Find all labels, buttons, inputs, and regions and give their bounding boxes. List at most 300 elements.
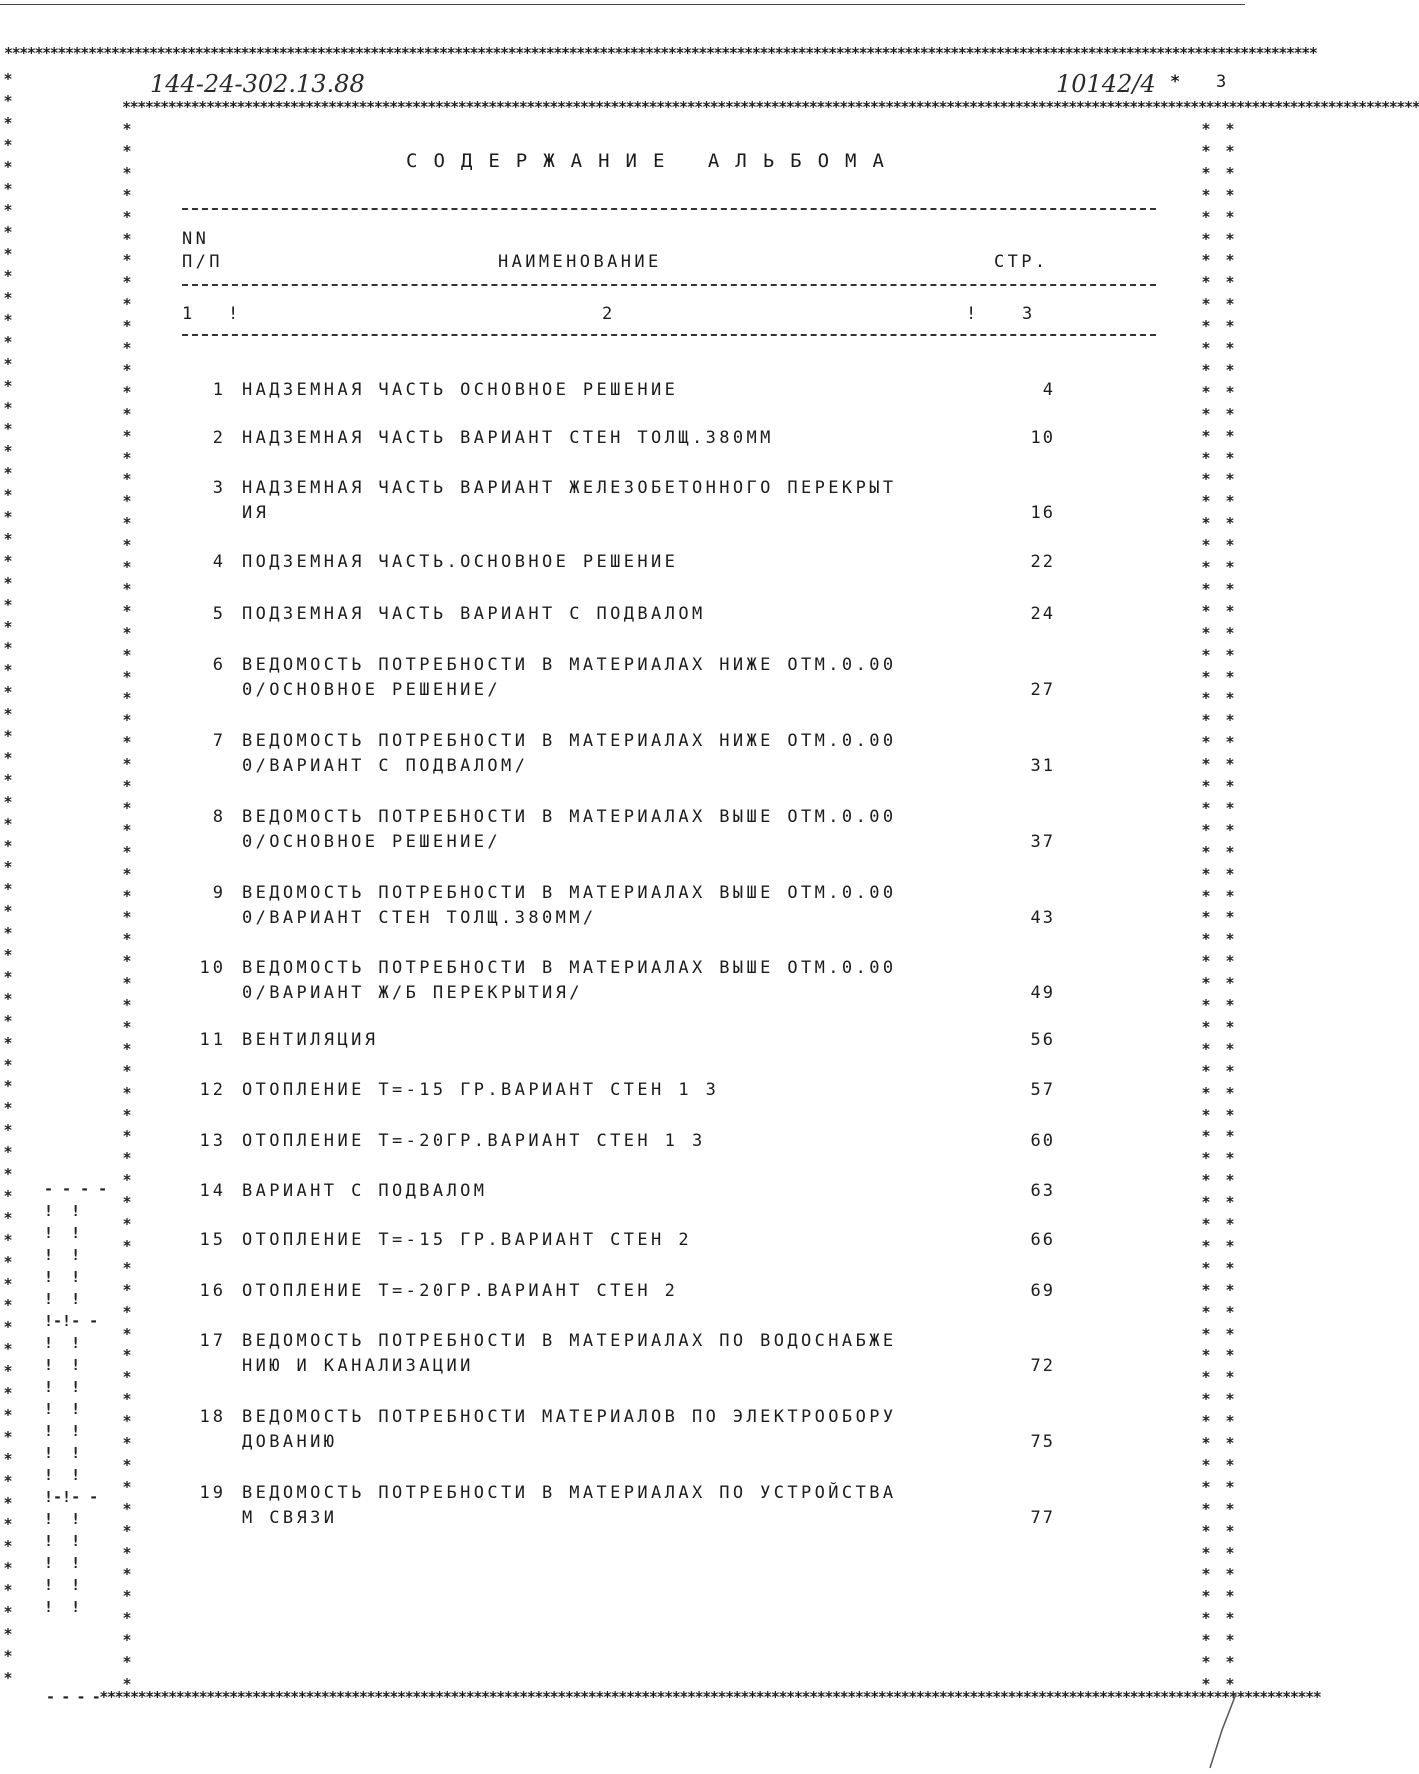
border-star: * [1225,1653,1235,1671]
border-star: * [1225,820,1235,839]
border-star: * [1201,404,1211,423]
border-star: * [122,820,132,839]
border-star: * [1201,1083,1211,1102]
bracket-row: !-!- - [44,1488,99,1506]
border-star: * [3,858,13,877]
border-star: * [1225,1521,1235,1540]
border-star: * [3,354,13,373]
border-star: * [1225,1674,1235,1693]
border-star: * [1201,667,1211,686]
sheet-number: 3 [1216,72,1227,92]
border-star: * [122,623,132,642]
document-code: 144-24-302.13.88 [150,70,365,98]
item-number: 5 [212,604,226,624]
border-star: * [3,1077,13,1096]
item-title-continuation: ИЯ [242,503,270,523]
item-page: 56 [1030,1030,1055,1050]
bracket-row: ! ! [44,1554,81,1572]
border-star: * [1201,1565,1211,1584]
item-page: 43 [1030,908,1055,928]
top-star-border: **************************************************************************************************************************************************************************** [4,44,1317,62]
col-no-number: 1 [182,304,196,324]
border-star: * [1201,470,1211,489]
border-star: * [122,930,132,949]
border-star: * [3,1230,13,1249]
item-title: ВЕДОМОСТЬ ПОТРЕБНОСТИ В МАТЕРИАЛАХ ВЫШЕ ОТМ.0.00 [242,958,897,978]
border-star: * [1225,1280,1235,1299]
border-star: * [122,645,132,664]
border-star: * [3,705,13,724]
item-title: НАДЗЕМНАЯ ЧАСТЬ ОСНОВНОЕ РЕШЕНИЕ [242,380,679,400]
page-title: СОДЕРЖАНИЕ АЛЬБОМА [406,150,900,172]
border-star: * [1225,1193,1235,1212]
border-star: * [3,946,13,964]
border-star: * [1225,382,1235,401]
border-star: * [3,1405,13,1424]
border-star: * [1225,1609,1235,1628]
border-star: * [3,113,13,132]
border-star: * [122,667,132,686]
border-star: * [1225,1149,1235,1168]
item-page: 24 [1030,604,1055,624]
border-star: * [1225,426,1235,445]
border-star: * [1201,1193,1211,1212]
item-number: 15 [199,1230,226,1250]
border-star: * [1225,689,1235,708]
border-star: * [3,1274,13,1293]
border-star: * [1225,711,1235,730]
border-star: * [3,1165,13,1183]
bracket-row: ! ! [44,1224,81,1242]
border-star: * [1225,1631,1235,1650]
item-title: ОТОПЛЕНИЕ Т=-20ГР.ВАРИАНТ СТЕН 2 [242,1281,679,1301]
item-number: 19 [199,1483,226,1503]
item-number: 17 [199,1331,226,1351]
border-star: * [3,836,13,855]
item-page: 66 [1030,1230,1055,1250]
border-star: * [1225,645,1235,664]
border-star: * [1225,601,1235,620]
border-star: * [3,223,13,242]
border-star: * [1225,1565,1235,1584]
border-star: * [3,880,13,899]
border-star: * [1201,755,1211,774]
item-number: 8 [212,807,226,827]
border-star: * [122,339,132,357]
border-star: * [1201,185,1211,204]
border-star: * [3,508,13,526]
border-star: * [1201,1521,1211,1540]
header-star: * [1170,72,1181,92]
border-star: * [3,289,13,307]
border-star: * [1201,886,1211,905]
border-star: * [1201,579,1211,598]
border-star: * [1201,1061,1211,1080]
item-number: 16 [199,1281,226,1301]
border-star: * [3,1603,13,1621]
border-star: * [1201,229,1211,248]
border-star: * [1225,558,1235,576]
border-star: * [1201,1149,1211,1168]
border-star: * [1201,1017,1211,1036]
border-star: * [1201,645,1211,664]
item-title: ОТОПЛЕНИЕ Т=-15 ГР.ВАРИАНТ СТЕН 1 3 [242,1080,720,1100]
border-star: * [122,1368,132,1387]
border-star: * [1201,558,1211,576]
border-star: * [1225,1499,1235,1518]
border-star: * [122,514,132,533]
item-title: ВЕНТИЛЯЦИЯ [242,1030,379,1050]
border-star: * [1225,579,1235,598]
item-title-continuation: 0/ВАРИАНТ СТЕН ТОЛЩ.380ММ/ [242,908,597,928]
item-page: 16 [1030,503,1055,523]
border-star: * [3,1099,13,1118]
item-title-continuation: 0/ОСНОВНОЕ РЕШЕНИЕ/ [242,832,502,852]
border-star: * [1201,1477,1211,1496]
border-star: * [1225,1302,1235,1321]
border-star: * [1201,426,1211,445]
bracket-row: ! ! [44,1466,81,1484]
border-star: * [1225,1258,1235,1277]
border-star: * [1201,820,1211,839]
item-title: ВЕДОМОСТЬ ПОТРЕБНОСТИ В МАТЕРИАЛАХ ПО УСТРОЙСТВА [242,1483,897,1503]
item-title-continuation: 0/ОСНОВНОЕ РЕШЕНИЕ/ [242,680,502,700]
border-star: * [1225,295,1235,314]
item-page: 22 [1030,552,1055,572]
border-star: * [122,185,132,204]
border-star: * [1201,777,1211,795]
border-star: * [1225,864,1235,883]
bracket-row: ! ! [44,1356,81,1374]
border-star: * [1201,996,1211,1014]
border-star: * [122,777,132,795]
item-title: ВЕДОМОСТЬ ПОТРЕБНОСТИ В МАТЕРИАЛАХ НИЖЕ ОТМ.0.00 [242,655,897,675]
border-star: * [122,295,132,314]
border-star: * [1225,1105,1235,1124]
border-star: * [1201,295,1211,314]
border-star: * [122,886,132,905]
item-page: 57 [1030,1080,1055,1100]
border-star: * [1201,1105,1211,1124]
border-star: * [1225,1215,1235,1233]
item-title-continuation: 0/ВАРИАНТ С ПОДВАЛОМ/ [242,756,529,776]
border-star: * [1225,930,1235,949]
border-star: * [3,1362,13,1381]
border-star: * [1225,536,1235,555]
item-page: 10 [1030,428,1055,448]
border-star: * [122,1280,132,1299]
border-star: * [1225,163,1235,182]
border-star: * [3,683,13,702]
border-star: * [1201,448,1211,467]
border-star: * [1201,1215,1211,1233]
bracket-row: - - - - [44,1180,108,1198]
bracket-row: !-!- - [44,1312,99,1330]
border-star: * [122,711,132,730]
border-star: * [1201,1236,1211,1255]
border-star: * [122,733,132,752]
col-page-number: 3 [1022,304,1036,324]
border-star: * [3,1186,13,1205]
bracket-row: ! ! [44,1444,81,1462]
border-star: * [122,426,132,445]
border-star: * [1201,974,1211,993]
border-star: * [1201,1368,1211,1387]
border-star: * [1201,141,1211,160]
border-star: * [122,1587,132,1606]
border-star: * [1201,1280,1211,1299]
border-star: * [122,1609,132,1628]
border-star: * [122,1390,132,1409]
border-star: * [1201,623,1211,642]
border-star: * [1225,1587,1235,1606]
bracket-row: ! ! [44,1378,81,1396]
border-star: * [122,798,132,817]
border-star: * [3,245,13,264]
border-star: * [3,1515,13,1534]
border-star: * [1225,404,1235,423]
border-star: * [1201,1653,1211,1671]
item-number: 10 [199,958,226,978]
border-star: * [122,1236,132,1255]
bracket-row: ! ! [44,1598,81,1616]
item-number: 11 [199,1030,226,1050]
inner-top-star-border: ************************************************************************************************************************************************************************** [122,98,1419,116]
border-star: * [1201,1543,1211,1562]
border-star: * [3,1427,13,1446]
border-star: * [3,989,13,1008]
border-star: * [3,902,13,921]
border-star: * [3,1559,13,1578]
border-star: * [1225,886,1235,905]
border-star: * [1201,251,1211,270]
border-star: * [122,755,132,774]
border-star: * [3,201,13,220]
border-star: * [122,492,132,511]
border-star: * [1225,317,1235,336]
border-star: * [1225,777,1235,795]
border-star: * [1225,1039,1235,1058]
border-star: * [1225,623,1235,642]
border-star: * [122,1565,132,1584]
border-star: * [1201,120,1211,138]
border-star: * [3,1493,13,1512]
border-star: * [1225,1324,1235,1343]
border-star: * [1225,251,1235,270]
border-star: * [3,551,13,570]
border-star: * [3,179,13,198]
border-star: * [3,70,13,88]
border-star: * [3,420,13,439]
border-star: * [3,727,13,745]
item-page: 77 [1030,1508,1055,1528]
border-star: * [1225,1455,1235,1474]
item-number: 1 [212,380,226,400]
border-star: * [1201,1455,1211,1474]
border-star: * [3,1537,13,1556]
item-title: ВЕДОМОСТЬ ПОТРЕБНОСТИ В МАТЕРИАЛАХ НИЖЕ ОТМ.0.00 [242,731,897,751]
border-star: * [3,135,13,154]
border-star: * [1225,1017,1235,1036]
bracket-row: ! ! [44,1400,81,1418]
border-star: * [1225,141,1235,160]
border-star: * [122,1171,132,1190]
bracket-row: ! ! [44,1532,81,1550]
item-number: 6 [212,655,226,675]
col-name-number: 2 [602,304,616,324]
border-star: * [1201,798,1211,817]
border-star: * [1225,120,1235,138]
border-star: * [3,267,13,286]
col-page-header: СТР. [994,252,1049,272]
item-title-continuation: М СВЯЗИ [242,1508,338,1528]
border-star: * [122,536,132,555]
border-star: * [1201,1609,1211,1628]
border-star: * [3,1449,13,1468]
border-star: * [3,967,13,986]
border-star: * [1201,864,1211,883]
border-star: * [122,996,132,1014]
border-star: * [1201,1324,1211,1343]
border-star: * [122,908,132,927]
item-page: 31 [1030,756,1055,776]
border-star: * [1201,339,1211,357]
border-star: * [1225,185,1235,204]
border-star: * [1201,1258,1211,1277]
border-star: * [122,1258,132,1277]
border-star: * [122,1455,132,1474]
inventory-number: 10142/4 [1056,70,1156,98]
border-star: * [122,1302,132,1321]
border-star: * [122,448,132,467]
item-page: 60 [1030,1131,1055,1151]
item-title: ОТОПЛЕНИЕ Т=-20ГР.ВАРИАНТ СТЕН 1 3 [242,1131,706,1151]
border-star: * [122,974,132,993]
border-star: * [1201,1039,1211,1058]
border-star: * [1201,163,1211,182]
border-star: * [1225,733,1235,752]
border-star: * [3,376,13,395]
border-star: * [122,952,132,971]
border-star: * [1225,1236,1235,1255]
border-star: * [122,1631,132,1650]
border-star: * [122,382,132,401]
border-star: * [3,748,13,767]
border-star: * [1225,974,1235,993]
border-star: * [3,1471,13,1490]
border-star: * [3,661,13,680]
border-star: * [1225,207,1235,226]
item-title-continuation: НИЮ И КАНАЛИЗАЦИИ [242,1356,474,1376]
border-star: * [1225,996,1235,1014]
border-star: * [1201,1434,1211,1452]
border-star: * [3,1208,13,1227]
item-title: ВЕДОМОСТЬ ПОТРЕБНОСТИ В МАТЕРИАЛАХ ВЫШЕ ОТМ.0.00 [242,807,897,827]
border-star: * [3,1143,13,1162]
border-star: * [1225,339,1235,357]
border-star: * [3,617,13,636]
border-star: * [3,814,13,833]
border-star: * [3,310,13,329]
border-star: * [122,163,132,182]
item-title: ВАРИАНТ С ПОДВАЛОМ [242,1181,488,1201]
border-star: * [3,1581,13,1600]
item-number: 14 [199,1181,226,1201]
item-title: ВЕДОМОСТЬ ПОТРЕБНОСТИ В МАТЕРИАЛАХ ВЫШЕ ОТМ.0.00 [242,883,897,903]
border-star: * [1201,952,1211,971]
border-star: * [1225,952,1235,971]
border-star: * [1201,360,1211,379]
border-star: * [3,1055,13,1074]
border-star: * [1225,755,1235,774]
border-star: * [1201,711,1211,730]
border-star: * [122,207,132,226]
border-star: * [3,91,13,110]
item-page: 63 [1030,1181,1055,1201]
border-star: * [1225,273,1235,292]
border-star: * [3,464,13,483]
col-separator-left: ! [228,304,239,324]
border-star: * [1225,798,1235,817]
item-number: 7 [212,731,226,751]
border-star: * [122,141,132,160]
border-star: * [3,442,13,461]
border-star: * [1201,1499,1211,1518]
border-star: * [122,404,132,423]
border-star: * [1225,229,1235,248]
border-star: * [122,251,132,270]
border-star: * [122,1521,132,1540]
border-star: * [1225,1412,1235,1431]
border-star: * [1201,1346,1211,1365]
border-star: * [3,1252,13,1271]
border-star: * [3,573,13,592]
border-star: * [3,924,13,943]
border-star: * [1225,448,1235,467]
border-star: * [1201,536,1211,555]
item-title: НАДЗЕМНАЯ ЧАСТЬ ВАРИАНТ СТЕН ТОЛЩ.380ММ [242,428,774,448]
col-no-header-line1: NN [182,229,210,249]
border-star: * [1225,908,1235,927]
border-star: * [1225,492,1235,511]
item-title: ВЕДОМОСТЬ ПОТРЕБНОСТИ В МАТЕРИАЛАХ ПО ВОДОСНАБЖЕ [242,1331,897,1351]
border-star: * [122,579,132,598]
border-star: * [1201,733,1211,752]
border-star: * [1201,1127,1211,1146]
item-title: ВЕДОМОСТЬ ПОТРЕБНОСТИ МАТЕРИАЛОВ ПО ЭЛЕКТРООБОРУ [242,1407,897,1427]
border-star: * [3,398,13,417]
border-star: * [1201,514,1211,533]
bracket-row: ! ! [44,1246,81,1264]
border-star: * [3,770,13,789]
border-star: * [1225,667,1235,686]
border-star: * [1201,1302,1211,1321]
border-star: * [122,120,132,138]
item-title: НАДЗЕМНАЯ ЧАСТЬ ВАРИАНТ ЖЕЛЕЗОБЕТОННОГО ПЕРЕКРЫТ [242,478,897,498]
border-star: * [122,1149,132,1168]
bracket-row: ! ! [44,1202,81,1220]
border-star: * [1201,1171,1211,1190]
border-star: * [1201,930,1211,949]
border-star: * [122,273,132,292]
border-star: * [3,1624,13,1643]
border-star: * [1201,382,1211,401]
border-star: * [122,1105,132,1124]
border-star: * [1201,207,1211,226]
border-star: * [1201,1587,1211,1606]
item-number: 13 [199,1131,226,1151]
col-name-header: НАИМЕНОВАНИЕ [498,252,662,272]
